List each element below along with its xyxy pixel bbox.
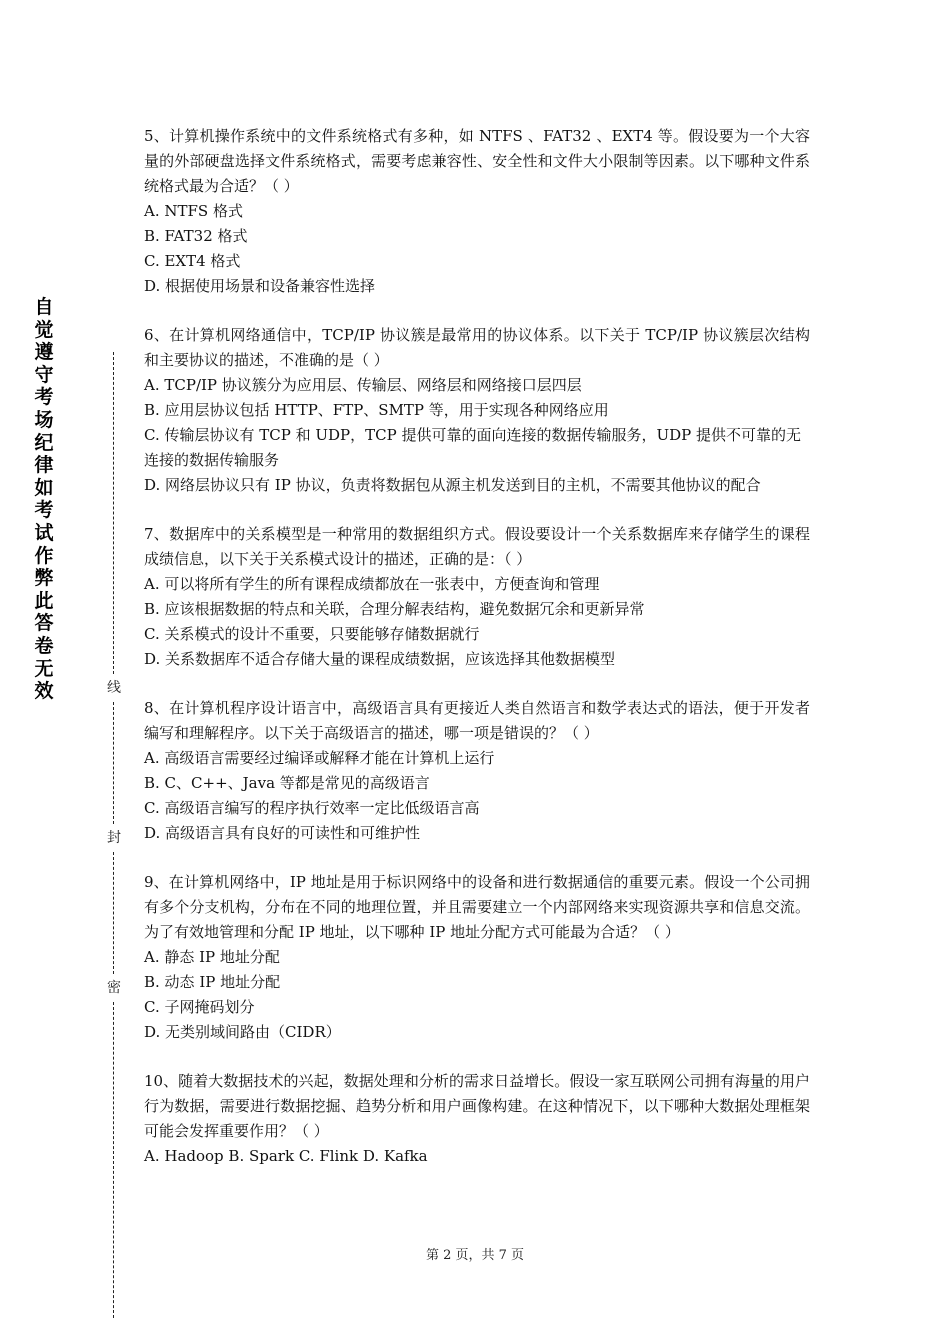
question-stem: 5、计算机操作系统中的文件系统格式有多种，如 NTFS 、FAT32 、EXT4 等。假设要为一个大容量的外部硬盘选择文件系统格式，需要考虑兼容性、安全性和文件大小限制等因素。以下哪种文件系统格式最为合适？（ ）: [144, 127, 810, 195]
warning-char: 考: [34, 386, 54, 409]
warning-char: 卷: [34, 634, 54, 657]
question-8: [144, 696, 810, 846]
question-stem: 8、在计算机程序设计语言中，高级语言具有更接近人类自然语言和数学表达式的语法，便于开发者编写和理解程序。以下关于高级语言的描述，哪一项是错误的？（ ）: [144, 699, 810, 742]
page-number: 第 2 页，共 7 页: [425, 1248, 525, 1263]
question-9: [144, 870, 810, 1045]
option-a: A. 静态 IP 地址分配: [144, 948, 280, 966]
question-stem: 7、数据库中的关系模型是一种常用的数据组织方式。假设要设计一个关系数据库来存储学生的课程成绩信息，以下关于关系模式设计的描述，正确的是：（ ）: [144, 525, 810, 568]
warning-char: 守: [34, 363, 54, 386]
option-b: B. 应该根据数据的特点和关联，合理分解表结构，避免数据冗余和更新异常: [144, 600, 645, 618]
warning-char: 试: [34, 521, 54, 544]
question-10: [144, 1069, 810, 1169]
option-line: A. Hadoop B. Spark C. Flink D. Kafka: [144, 1147, 428, 1165]
warning-char: 场: [34, 408, 54, 431]
option-d: D. 根据使用场景和设备兼容性选择: [144, 277, 376, 295]
seal-label-line: 线: [104, 680, 124, 696]
warning-char: 自: [34, 296, 54, 318]
option-d: D. 无类别域间路由（CIDR）: [144, 1023, 341, 1041]
seal-label-seal: 封: [104, 830, 124, 846]
option-c: C. 高级语言编写的程序执行效率一定比低级语言高: [144, 799, 480, 817]
warning-char: 考: [34, 499, 54, 522]
option-c: C. 传输层协议有 TCP 和 UDP，TCP 提供可靠的面向连接的数据传输服务，UDP 提供不可靠的无连接的数据传输服务: [144, 426, 801, 469]
option-b: B. C、C++、Java 等都是常见的高级语言: [144, 774, 430, 792]
warning-char: 律: [34, 454, 54, 477]
option-b: B. FAT32 格式: [144, 227, 248, 245]
option-a: A. 高级语言需要经过编译或解释才能在计算机上运行: [144, 749, 495, 767]
question-stem: 10、随着大数据技术的兴起，数据处理和分析的需求日益增长。假设一家互联网公司拥有海量的用户行为数据，需要进行数据挖掘、趋势分析和用户画像构建。在这种情况下，以下哪种大数据处理框架可能会发挥重要作用？（ ）: [144, 1072, 810, 1140]
warning-char: 无: [34, 657, 54, 680]
seal-label-secret: 密: [104, 980, 124, 996]
option-d: D. 关系数据库不适合存储大量的课程成绩数据，应该选择其他数据模型: [144, 650, 616, 668]
binding-dashed-line: [113, 852, 114, 974]
binding-dashed-line: [113, 702, 114, 824]
question-list: [144, 124, 810, 1193]
option-d: D. 高级语言具有良好的可读性和可维护性: [144, 824, 421, 842]
binding-dashed-line: [113, 352, 114, 674]
warning-char: 如: [34, 476, 54, 499]
warning-char: 效: [34, 680, 54, 703]
option-c: C. EXT4 格式: [144, 252, 241, 270]
warning-char: 遵: [34, 341, 54, 364]
warning-char: 觉: [34, 318, 54, 341]
binding-dashed-line: [113, 1002, 114, 1318]
warning-char: 此: [34, 589, 54, 612]
question-5: [144, 124, 810, 299]
option-b: B. 应用层协议包括 HTTP、FTP、SMTP 等，用于实现各种网络应用: [144, 401, 609, 419]
exam-discipline-warning: [30, 296, 58, 703]
option-c: C. 子网掩码划分: [144, 998, 255, 1016]
question-stem: 6、在计算机网络通信中，TCP/IP 协议簇是最常用的协议体系。以下关于 TCP/IP 协议簇层次结构和主要协议的描述，不准确的是（ ）: [144, 326, 810, 369]
question-stem: 9、在计算机网络中，IP 地址是用于标识网络中的设备和进行数据通信的重要元素。假设一个公司拥有多个分支机构，分布在不同的地理位置，并且需要建立一个内部网络来实现资源共享和信息交流。为了有效地管理和分配 IP 地址，以下哪种 IP 地址分配方式可能最为合适？（ ）: [144, 873, 810, 941]
question-6: [144, 323, 810, 498]
option-a: A. 可以将所有学生的所有课程成绩都放在一张表中，方便查询和管理: [144, 575, 600, 593]
option-d: D. 网络层协议只有 IP 协议，负责将数据包从源主机发送到目的主机，不需要其他协议的配合: [144, 476, 761, 494]
warning-char: 弊: [34, 567, 54, 590]
option-a: A. NTFS 格式: [144, 202, 243, 220]
warning-char: 作: [34, 544, 54, 567]
option-c: C. 关系模式的设计不重要，只要能够存储数据就行: [144, 625, 480, 643]
question-7: [144, 522, 810, 672]
warning-char: 纪: [34, 431, 54, 454]
option-b: B. 动态 IP 地址分配: [144, 973, 281, 991]
option-a: A. TCP/IP 协议簇分为应用层、传输层、网络层和网络接口层四层: [144, 376, 582, 394]
warning-char: 答: [34, 612, 54, 635]
